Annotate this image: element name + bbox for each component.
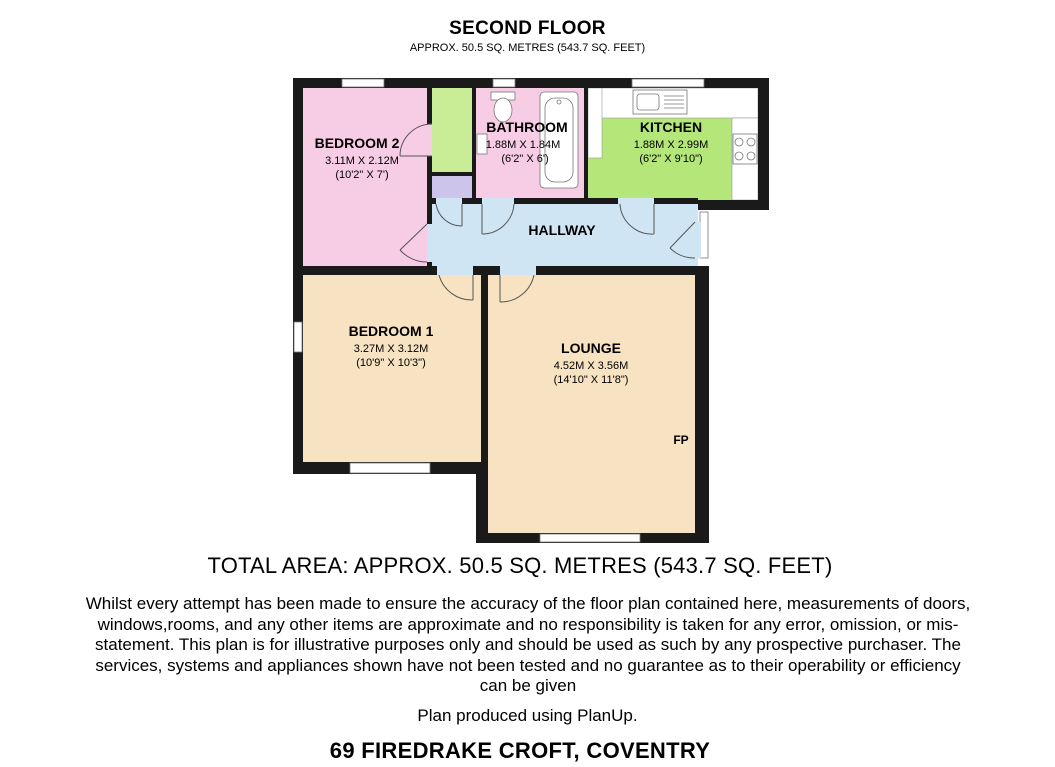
bedroom-1-name: BEDROOM 1 (348, 323, 434, 339)
hallway-name: HALLWAY (528, 222, 596, 238)
kitchen-counter-left (588, 88, 602, 158)
bedroom-2-metric: 3.11M X 2.12M (325, 155, 399, 167)
kitchen-metric: 1.88M X 2.99M (633, 139, 709, 151)
floor-title: SECOND FLOOR (449, 18, 606, 39)
disclaimer-line: windows,rooms, and any other items are approximate and no responsibility is taken for any error, omission, or mis- (97, 614, 959, 634)
disclaimer-line: Whilst every attempt has been made to ensure the accuracy of the floor plan contained here, measurements of doors, (85, 594, 971, 613)
cupboard-fill (430, 88, 472, 172)
fireplace-label: FP (673, 433, 689, 447)
kitchen-imperial: (6'2" X 9'10") (639, 153, 703, 165)
store-fill (430, 176, 472, 200)
property-address: 69 FIREDRAKE CROFT, COVENTRY (329, 738, 711, 763)
bathroom-imperial: (6'2" X 6') (501, 153, 549, 165)
total-area: TOTAL AREA: APPROX. 50.5 SQ. METRES (543.7 SQ. FEET) (207, 553, 833, 578)
sink-icon (633, 90, 687, 114)
lounge-name: LOUNGE (561, 340, 621, 356)
lounge-imperial: (14'10" X 11'8") (553, 374, 629, 386)
bedroom-2-imperial: (10'2" X 7') (335, 169, 389, 181)
bathroom-name: BATHROOM (486, 119, 568, 135)
disclaimer-line: statement. This plan is for illustrative purposes only and should be used as such by any prospective purchaser. The (95, 635, 961, 654)
bedroom-1-imperial: (10'9" X 10'3") (356, 357, 426, 369)
bathroom-metric: 1.88M X 1.84M (485, 139, 561, 151)
disclaimer (8, 594, 1048, 697)
floor-area-subtitle: APPROX. 50.5 SQ. METRES (543.7 SQ. FEET) (409, 42, 646, 54)
bedroom-1-metric: 3.27M X 3.12M (353, 343, 429, 355)
disclaimer-line: can be given (479, 676, 577, 695)
hob-icon (733, 134, 757, 164)
lounge-fill (488, 275, 695, 533)
bedroom-2-name: BEDROOM 2 (314, 135, 400, 151)
disclaimer-line: services, systems and appliances shown have not been tested and no guarantee as to their operability or efficiency (95, 655, 961, 675)
lounge-metric: 4.52M X 3.56M (553, 360, 629, 372)
kitchen-name: KITCHEN (639, 119, 703, 135)
plan-credit: Plan produced using PlanUp. (417, 706, 638, 725)
